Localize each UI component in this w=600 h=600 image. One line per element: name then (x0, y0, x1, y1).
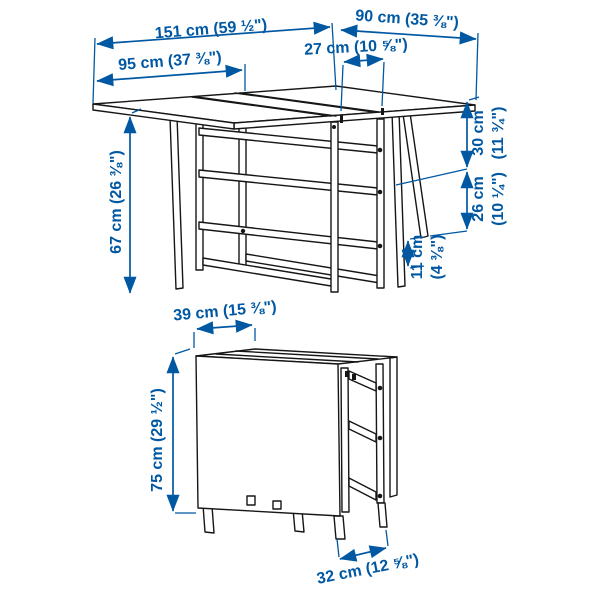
dim-folded-top-depth-label: 39 cm (15 ⅜") (172, 298, 278, 325)
dim-folded-leg-span-label: 32 cm (12 ⅝") (315, 551, 421, 588)
dim-folded-top-depth-line (197, 325, 252, 329)
dim-shelf-top-label: 30 cm (11 ¾") (470, 106, 507, 160)
dim-top-width-label: 90 cm (35 ⅜") (354, 7, 460, 32)
dim-underframe-height-label: 67 cm (26 ⅜") (108, 150, 125, 254)
dim-folded-height-label: 75 cm (29 ½") (149, 388, 166, 492)
dim-total-length-label: 151 cm (59 ½") (154, 16, 268, 43)
dim-bottom-clearance-label: 11 cm (4 ⅜") (409, 234, 446, 280)
dim-shelf-mid-label: 26 cm (10 ¼") (470, 172, 507, 226)
dim-leaf-length-label: 95 cm (37 ⅜") (117, 48, 223, 75)
dim-center-width-label: 27 cm (10 ⅝") (303, 36, 409, 59)
folded-table-drawing (196, 349, 397, 539)
dim-center-width-line (344, 59, 383, 62)
